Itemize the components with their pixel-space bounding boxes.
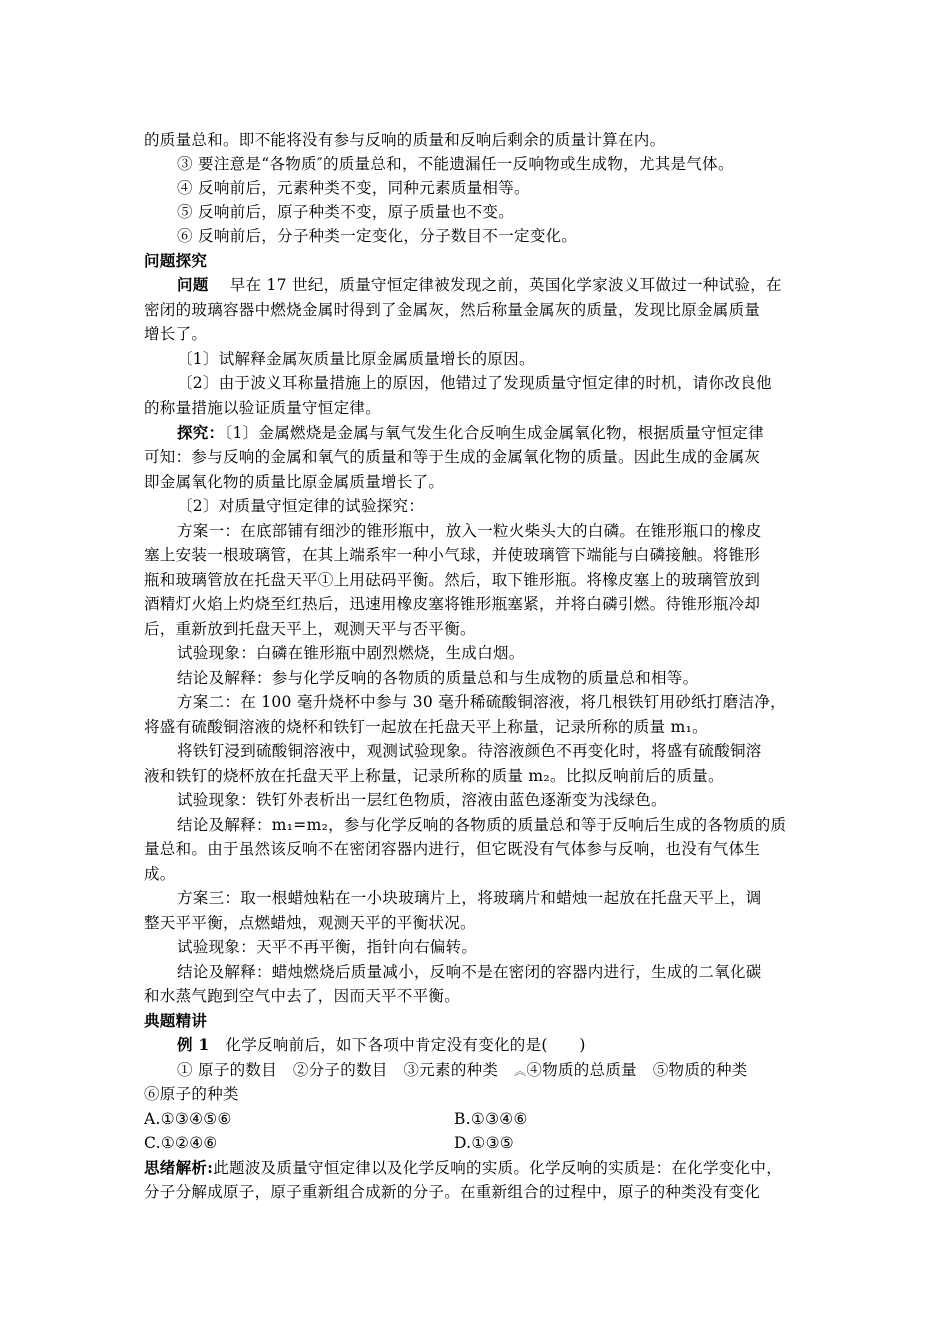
text-line: 〔1〕试解释金属灰质量比原金属质量增长的原因。 [177,350,535,368]
text-line: 可知：参与反响的金属和氧气的质量和等于生成的金属氧化物的质量。因此生成的金属灰 [144,448,761,466]
text-line: 结论及解释：m₁=m₂，参与化学反响的各物质的质量总和等于反响后生成的各物质的质 [177,816,787,834]
text-line: 密闭的玻璃容器中燃烧金属时得到了金属灰，然后称量金属灰的质量，发现比原金属质量 [144,301,761,319]
explore-label: 探究： [177,423,225,442]
caret-mark-icon: ︽ [514,1064,527,1078]
question-label: 问题 [177,275,209,294]
text-line: 方案三：取一根蜡烛粘在一小块玻璃片上，将玻璃片和蜡烛一起放在托盘天平上，调 [177,889,762,907]
text-line: 方案一：在底部铺有细沙的锥形瓶中，放入一粒火柴头大的白磷。在锥形瓶口的橡皮 [177,522,762,540]
text-line: ⑤ 反响前后，原子种类不变，原子质量也不变。 [177,203,515,221]
text-line [144,1156,782,1180]
text-line: ③ 要注意是“各物质″的质量总和，不能遗漏任一反响物或生成物，尤其是气体。 [177,155,734,173]
option-c: C.①②④⑥ [144,1134,218,1152]
text-line: 成。 [144,865,176,883]
text-line: 将铁钉浸到硫酸铜溶液中，观测试验现象。待溶液颜色不再变化时，将盛有硫酸铜溶 [177,742,762,760]
section-heading: 问题探究 [144,251,208,270]
text-line: 即金属氧化物的质量比原金属质量增长了。 [144,473,445,491]
text-line [177,1058,748,1083]
text-line: 和水蒸气跑到空气中去了，因而天平不平衡。 [144,987,461,1005]
option-d: D.①③⑤ [454,1134,514,1152]
text-line [177,421,764,445]
explore-text: 〔1〕金属燃烧是金属与氧气发生化合反响生成金属氧化物，根据质量守恒定律 [224,424,765,442]
example-label: 例 1 [177,1035,210,1054]
text-line: 酒精灯火焰上灼烧至红热后，迅速用橡皮塞将锥形瓶塞紧，并将白磷引燃。待锥形瓶冷却 [144,595,761,613]
option-b: B.①③④⑥ [454,1110,528,1128]
question-text: 早在 17 世纪，质量守恒定律被发现之前，英国化学家波义耳做过一种试验，在 [229,276,782,294]
text-line: 量总和。由于虽然该反响不在密闭容器内进行，但它既没有气体参与反响，也没有气体生 [144,840,761,858]
text-line: 的质量总和。即不能将没有参与反响的质量和反响后剩余的质量计算在内。 [144,131,666,149]
text-line: 整天平平衡，点燃蜡烛，观测天平的平衡状况。 [144,914,476,932]
example-question: 化学反响前后，如下各项中肯定没有变化的是( ) [225,1036,586,1054]
text-line: 的称量措施以验证质量守恒定律。 [144,399,382,417]
text-line: 后，重新放到托盘天平上，观测天平与否平衡。 [144,620,476,638]
option-a: A.①③④⑤⑥ [144,1110,232,1128]
analysis-text: 此题波及质量守恒定律以及化学反响的实质。化学反响的实质是：在化学变化中， [213,1159,783,1177]
text-line: 试验现象：铁钉外表析出一层红色物质，溶液由蓝色逐渐变为浅绿色。 [177,791,667,809]
text-line: 分子分解成原子，原子重新组合成新的分子。在重新组合的过程中，原子的种类没有变化 [144,1183,761,1201]
text-line: 结论及解释：参与化学反响的各物质的质量总和与生成物的质量总和相等。 [177,669,699,687]
text-line: 将盛有硫酸铜溶液的烧杯和铁钉一起放在托盘天平上称量，记录所称的质量 m₁。 [144,718,708,736]
text-line: ④ 反响前后，元素种类不变，同种元素质量相等。 [177,179,530,197]
text-line: 方案二：在 100 毫升烧杯中参与 30 毫升稀硫酸铜溶液，将几根铁钉用砂纸打磨洁净， [177,693,786,711]
items-part1: ① 原子的数目 ②分子的数目 ③元素的种类 [177,1061,515,1079]
text-line: 试验现象：白磷在锥形瓶中剧烈燃烧，生成白烟。 [177,644,525,662]
analysis-label: 思绪解析: [144,1158,214,1177]
text-line: 瓶和玻璃管放在托盘天平①上用砝码平衡。然后，取下锥形瓶。将橡皮塞上的玻璃管放到 [144,571,761,589]
text-line: 塞上安装一根玻璃管，在其上端系牢一种小气球，并使玻璃管下端能与白磷接触。将锥形 [144,546,761,564]
text-line: 〔2〕对质量守恒定律的试验探究： [177,497,425,515]
text-line: 试验现象：天平不再平衡，指针向右偏转。 [177,938,478,956]
items-part2: ④物质的总质量 ⑤物质的种类 [526,1061,748,1079]
text-line: 增长了。 [144,325,208,343]
text-line: 结论及解释：蜡烛燃烧后质量减小，反响不是在密闭的容器内进行，生成的二氧化碳 [177,963,762,981]
option-row [144,1107,232,1131]
text-line: 〔2〕由于波义耳称量措施上的原因，他错过了发现质量守恒定律的时机，请你改良他 [177,374,772,392]
text-line: ⑥原子的种类 [144,1085,239,1103]
text-line [177,1033,586,1057]
text-line: ⑥ 反响前后，分子种类一定变化，分子数目不一定变化。 [177,227,578,245]
text-line: 液和铁钉的烧杯放在托盘天平上称量，记录所称的质量 m₂。比拟反响前后的质量。 [144,767,724,785]
text-line [177,273,782,297]
section-heading: 典题精讲 [144,1011,208,1030]
